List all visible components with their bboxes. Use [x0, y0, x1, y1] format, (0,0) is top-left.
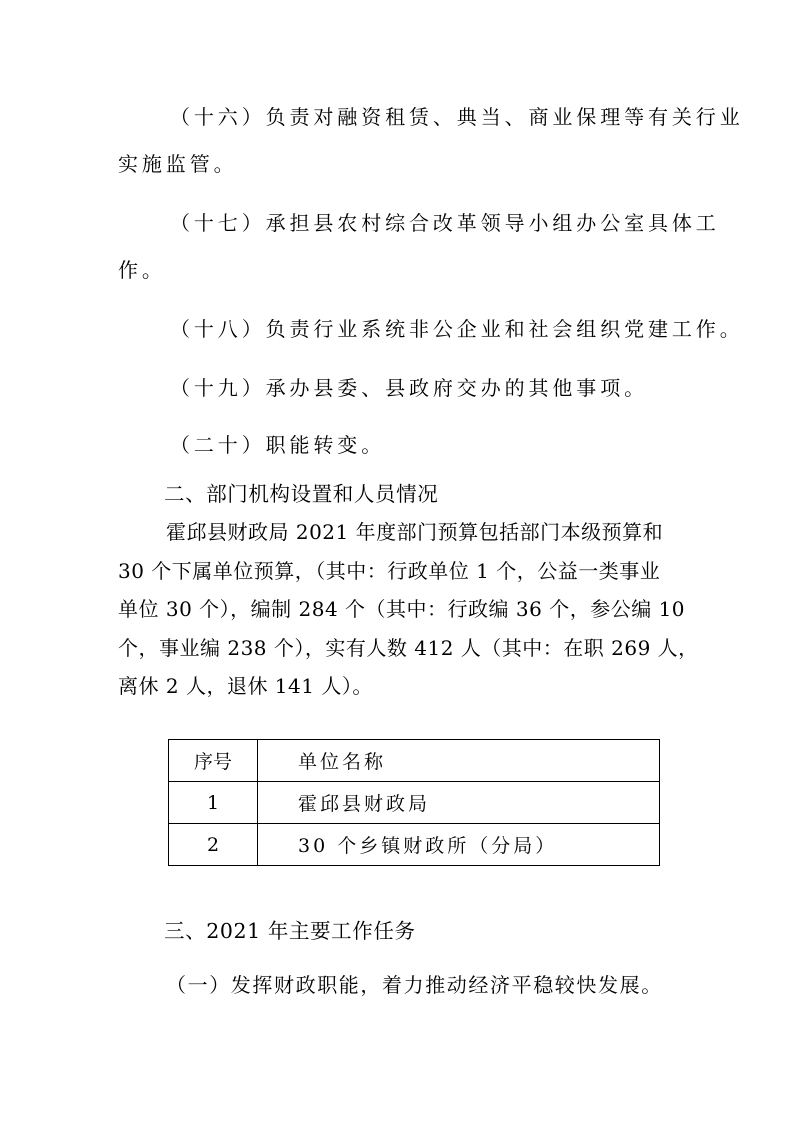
paragraph-16-line-2: 实施监管。	[118, 152, 238, 176]
row-unit-name: 霍邱县财政局	[258, 782, 660, 824]
paragraph-17-line-2: 作。	[118, 258, 166, 282]
section-2-text-line-2: 30 个下属单位预算，（其中：行政单位 1 个，公益一类事业	[118, 559, 661, 583]
section-2-text-line-1: 霍邱县财政局 2021 年度部门预算包括部门本级预算和	[166, 520, 664, 544]
row-unit-name: 30 个乡镇财政所（分局）	[258, 824, 660, 866]
paragraph-20: （二十）职能转变。	[170, 433, 386, 457]
section-3-item-1: （一）发挥财政职能，着力推动经济平稳较快发展。	[166, 973, 663, 997]
section-2-text-line-4: 个，事业编 238 个），实有人数 412 人（其中：在职 269 人，	[118, 636, 699, 660]
paragraph-17-line-1: （十七）承担县农村综合改革领导小组办公室具体工	[170, 211, 720, 235]
paragraph-18: （十八）负责行业系统非公企业和社会组织党建工作。	[170, 317, 744, 341]
table-row	[169, 782, 660, 824]
header-unit-name: 单位名称	[258, 740, 660, 782]
table-header-row	[169, 740, 660, 782]
unit-table	[168, 739, 660, 866]
paragraph-16-line-1: （十六）负责对融资租赁、典当、商业保理等有关行业	[170, 105, 744, 129]
section-2-heading: 二、部门机构设置和人员情况	[164, 482, 439, 506]
row-index: 1	[169, 782, 258, 824]
header-index: 序号	[169, 740, 258, 782]
section-2-text-line-5: 离休 2 人，退休 141 人）。	[118, 674, 373, 698]
table-row	[169, 824, 660, 866]
section-3-heading: 三、2021 年主要工作任务	[164, 919, 416, 943]
paragraph-19: （十九）承办县委、县政府交办的其他事项。	[170, 376, 648, 400]
row-index: 2	[169, 824, 258, 866]
section-2-text-line-3: 单位 30 个），编制 284 个（其中：行政编 36 个，参公编 10	[118, 597, 686, 621]
